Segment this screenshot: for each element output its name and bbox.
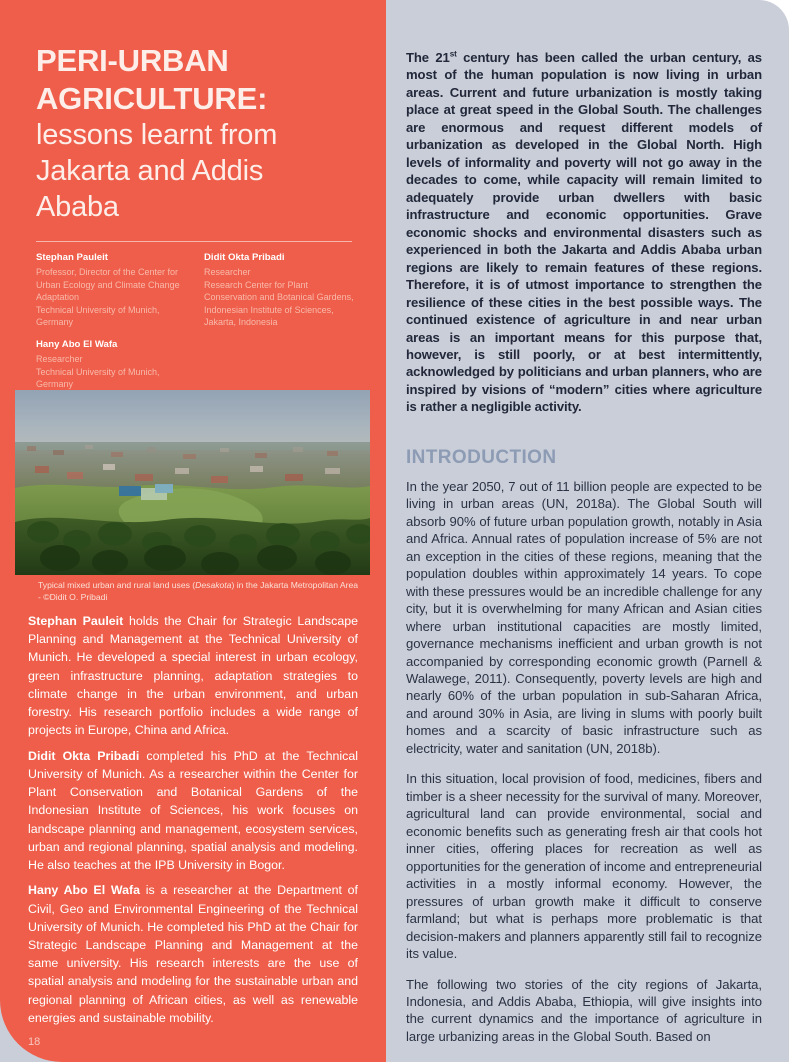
bio-name-pribadi: Didit Okta Pribadi [28,748,140,763]
intro-paragraph-3: The following two stories of the city regions of Jakarta, Indonesia, and Addis Ababa, Ethiopia, will give insights into the current dynamics and the importance of agriculture in large urbanizing areas in the Global South. Based on [406,976,762,1044]
abstract-lead: The 21 [406,50,450,65]
abstract-rest: century has been called the urban century, as most of the human population is now living in urban areas. Current and future urbanization is mostly taking place at great speed in the Global South. The challenges are enormous and request different models of urbanization as developed in the Global North. High levels of informality and poverty will not go away in the decades to come, while capacity will remain limited to adequately provide urban dwellers with basic infrastructure and economic opportunities. Grave economic shocks and environmental disasters such as experienced in both the Jakarta and Addis Ababa urban regions are likely to remain features of these regions. Therefore, it is of utmost importance to strengthen the resilience of these cities in the best possible ways. The continued existence of agriculture in and near urban areas is an important means for this purpose that, however, is still poorly, or at best intermittently, acknowledged by politicians and urban planners, who are inspired by visions of “modern” cities where agriculture is rather a negligible activity. [406,50,762,415]
bio-name-wafa: Hany Abo El Wafa [28,883,141,898]
title-line-3: lessons learnt from [36,118,278,151]
author-spacer [36,328,188,338]
author-column-left [36,251,188,390]
author-affiliation-wafa: Technical University of Munich, Germany [36,366,160,390]
title-line-2: AGRICULTURE: [36,80,268,116]
section-heading-introduction: INTRODUCTION [406,446,557,468]
abstract-superscript: st [449,49,457,59]
author-affiliation-pauleit: Technical University of Munich, Germany [36,304,160,328]
bio-text-wafa: is a researcher at the Department of Civil, Geo and Environmental Engineering of the Technical University of Munich. He completed his PhD at the Chair for Strategic Landscape Planning and Management at the same university. His research interests are the use of spatial analysis and modeling for the sustainable urban and regional planning of African cities, as well as renewable energies and sustainable mobility. [28,883,358,1025]
article-photo [15,390,370,575]
bio-name-pauleit: Stephan Pauleit [28,614,124,628]
author-bios [28,612,358,1034]
bio-pauleit [28,612,358,740]
author-role-pribadi: Researcher [204,267,251,278]
author-name-wafa: Hany Abo El Wafa [36,339,118,351]
title-line-4: Jakarta and Addis [36,154,264,187]
photo-illustration [15,390,370,575]
author-role-wafa: Researcher [36,354,83,365]
bio-wafa [28,881,358,1027]
title-line-5: Ababa [36,190,119,223]
author-block [0,242,386,390]
caption-pre: Typical mixed urban and rural land uses ( [38,580,196,590]
caption-post: ) in the Jakarta Metropolitan Area - ©Didit O. Pribadi [38,580,359,603]
left-orange-panel [0,0,386,1062]
bio-text-pauleit: holds the Chair for Strategic Landscape Planning and Management at the Technical University of Munich. He developed a special interest in urban ecology, green infrastructure planning, adaptation strategies to climate change in the urban environment, and urban forestry. His research portfolio includes a wide range of projects in Europe, China and Africa. [28,614,358,738]
title-line-1: PERI-URBAN [36,43,229,78]
author-affiliation-pribadi: Research Center for Plant Conservation and Botanical Gardens, Indonesian Institute of Sciences, Jakarta, Indonesia [204,279,354,328]
author-name-pribadi: Didit Okta Pribadi [204,252,285,264]
page-number: 18 [28,1036,41,1048]
author-role-pauleit: Professor, Director of the Center for Urban Ecology and Climate Change Adaptation [36,267,180,303]
photo-caption [38,579,360,603]
right-content-panel [386,0,789,1062]
caption-italic-term: Desakota [195,580,232,590]
page-title [0,0,386,225]
author-name-pauleit: Stephan Pauleit [36,252,108,264]
bio-text-pribadi: completed his PhD at the Technical University of Munich. As a researcher within the Center for Plant Conservation and Botanical Gardens of the Indonesian Institute of Sciences, his work focuses on landscape planning and management, ecosystem services, urban and regional planning, spatial analysis and modeling. He also teaches at the IPB University in Bogor. [28,748,358,873]
abstract-paragraph [406,49,762,416]
intro-paragraph-1: In the year 2050, 7 out of 11 billion people are expected to be living in urban areas (UN, 2018a). The Global South will absorb 90% of future urban population growth, notably in Asia and Africa. Annual rates of population increase of 5% are not an exception in the cities of these regions, meaning that the population doubles within approximately 14 years. To cope with these pressures would be an incredible challenge for any city, but it is overwhelming for many African and Asian cities where urban institutional capacities are mostly limited, governance mechanisms inefficient and urban growth is not accompanied by corresponding economic growth (Parnell & Walawege, 2011). Consequently, poverty levels are high and nearly 60% of the urban population in sub-Saharan Africa, and around 30% in Asia, are living in slums with poorly built homes and a scarcity of basic infrastructure such as electricity, water and sanitation (UN, 2018b). [406,478,762,756]
intro-paragraph-2: In this situation, local provision of food, medicines, fibers and timber is a sheer necessity for the survival of many. Moreover, agricultural land can provide environmental, social and economic benefits such as generating fresh air that cools hot inner cities, offering places for recreation as well as opportunities for the generation of income and entrepreneurial activities in a mostly informal economy. However, the pressures of urban growth make it difficult to conserve farmland; but what is perhaps more problematic is that decision-makers and planners apparently still fail to recognize its value. [406,771,762,962]
bio-pribadi [28,747,358,875]
author-column-right [204,251,356,390]
